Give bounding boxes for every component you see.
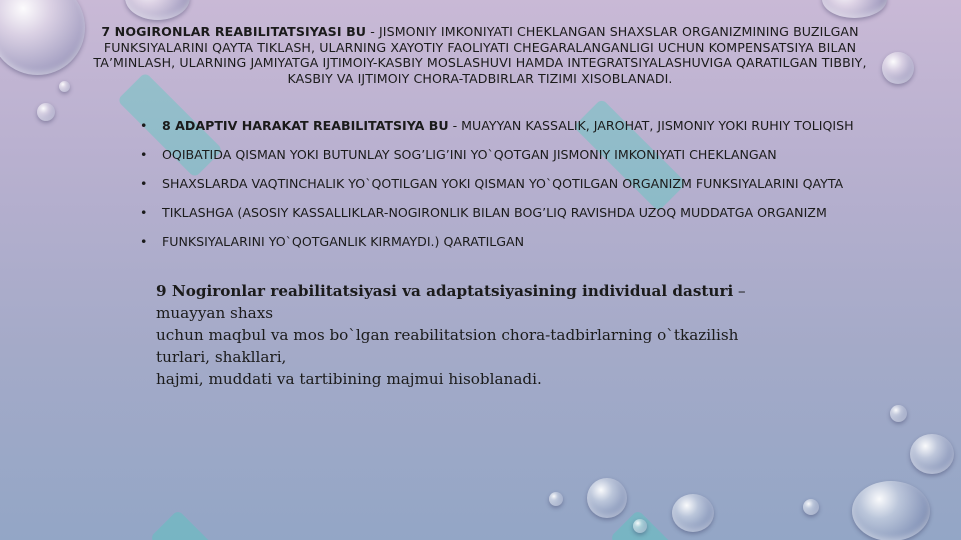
water-drop — [852, 481, 930, 540]
water-drop — [882, 52, 914, 84]
water-drop — [587, 478, 627, 518]
list-item-text: SHAXSLARDA VAQTINCHALIK YO`QOTILGAN YOKI QISMAN YO`QOTILGAN ORGANIZM FUNKSIYALARINI QAYTA — [162, 176, 844, 191]
definition-7-term: 7 NOGIRONLAR REABILITATSIYASI BU — [101, 24, 367, 39]
bullet-icon: • — [140, 118, 148, 133]
bullet-icon: • — [140, 176, 148, 191]
water-drop — [633, 519, 647, 533]
definition-8-term: 8 ADAPTIV HARAKAT REABILITATSIYA BU — [162, 118, 449, 133]
list-item — [140, 234, 950, 249]
water-drop — [0, 0, 85, 75]
bullet-icon: • — [140, 234, 148, 249]
water-drop — [125, 0, 190, 20]
list-item — [140, 205, 950, 220]
water-drop — [803, 499, 819, 515]
definition-7-text: - JISMONIY IMKONIYATI CHEKLANGAN SHAXSLAR ORGANIZMINING BUZILGAN FUNKSIYALARINI QAYTA TIKLASH, ULARNING XAYOTIY FAOLIYATI CHEGARALANGANLIGI UCHUN KOMPENSATSIYA BILAN TA’MINLASH, ULARNING JAMIYATGA IJTIMOIY-KASBIY MOSLASHUVI HAMDA INTEGRATSIYALASHUVIGA QARATILGAN TIBBIY, KASBIY VA IJTIMOIY CHORA-TADBIRLAR TIZIMI XISOBLANADI. — [93, 24, 867, 86]
bullet-icon: • — [140, 147, 148, 162]
list-item — [140, 147, 950, 162]
water-drop — [37, 103, 55, 121]
list-item-text: TIKLASHGA (ASOSIY KASSALLIKLAR-NOGIRONLIK BILAN BOG’LIQ RAVISHDA UZOQ MUDDATGA ORGANIZM — [162, 205, 827, 220]
watermark-shape — [150, 510, 221, 540]
definition-9-line: hajmi, muddati va tartibining majmui hisoblanadi. — [156, 370, 542, 388]
definition-9-line: turlari, shakllari, — [156, 348, 287, 366]
definition-9-dash: – — [733, 282, 746, 300]
water-drop — [822, 0, 887, 18]
water-drop — [890, 405, 907, 422]
definition-9-paragraph — [156, 280, 756, 390]
water-drop — [672, 494, 714, 532]
definition-9-heading-line — [156, 280, 756, 302]
definition-7-paragraph — [80, 24, 880, 86]
definition-9-line: muayyan shaxs — [156, 304, 274, 322]
bullet-icon: • — [140, 205, 148, 220]
definition-8-list — [140, 118, 950, 263]
definition-9-term: 9 Nogironlar reabilitatsiyasi va adaptatsiyasining individual dasturi — [156, 282, 734, 300]
water-drop — [910, 434, 954, 474]
list-item — [140, 176, 950, 191]
list-item — [140, 118, 950, 133]
water-drop — [59, 81, 70, 92]
list-item-text: OQIBATIDA QISMAN YOKI BUTUNLAY SOG’LIG’INI YO`QOTGAN JISMONIY IMKONIYATI CHEKLANGAN — [162, 147, 777, 162]
list-item-text: FUNKSIYALARINI YO`QOTGANLIK KIRMAYDI.) QARATILGAN — [162, 234, 525, 249]
definition-9-line: uchun maqbul va mos bo`lgan reabilitatsion chora-tadbirlarning o`tkazilish — [156, 326, 739, 344]
water-drop — [549, 492, 563, 506]
list-item-text: - MUAYYAN KASSALIK, JAROHAT, JISMONIY YOKI RUHIY TOLIQISH — [452, 118, 854, 133]
